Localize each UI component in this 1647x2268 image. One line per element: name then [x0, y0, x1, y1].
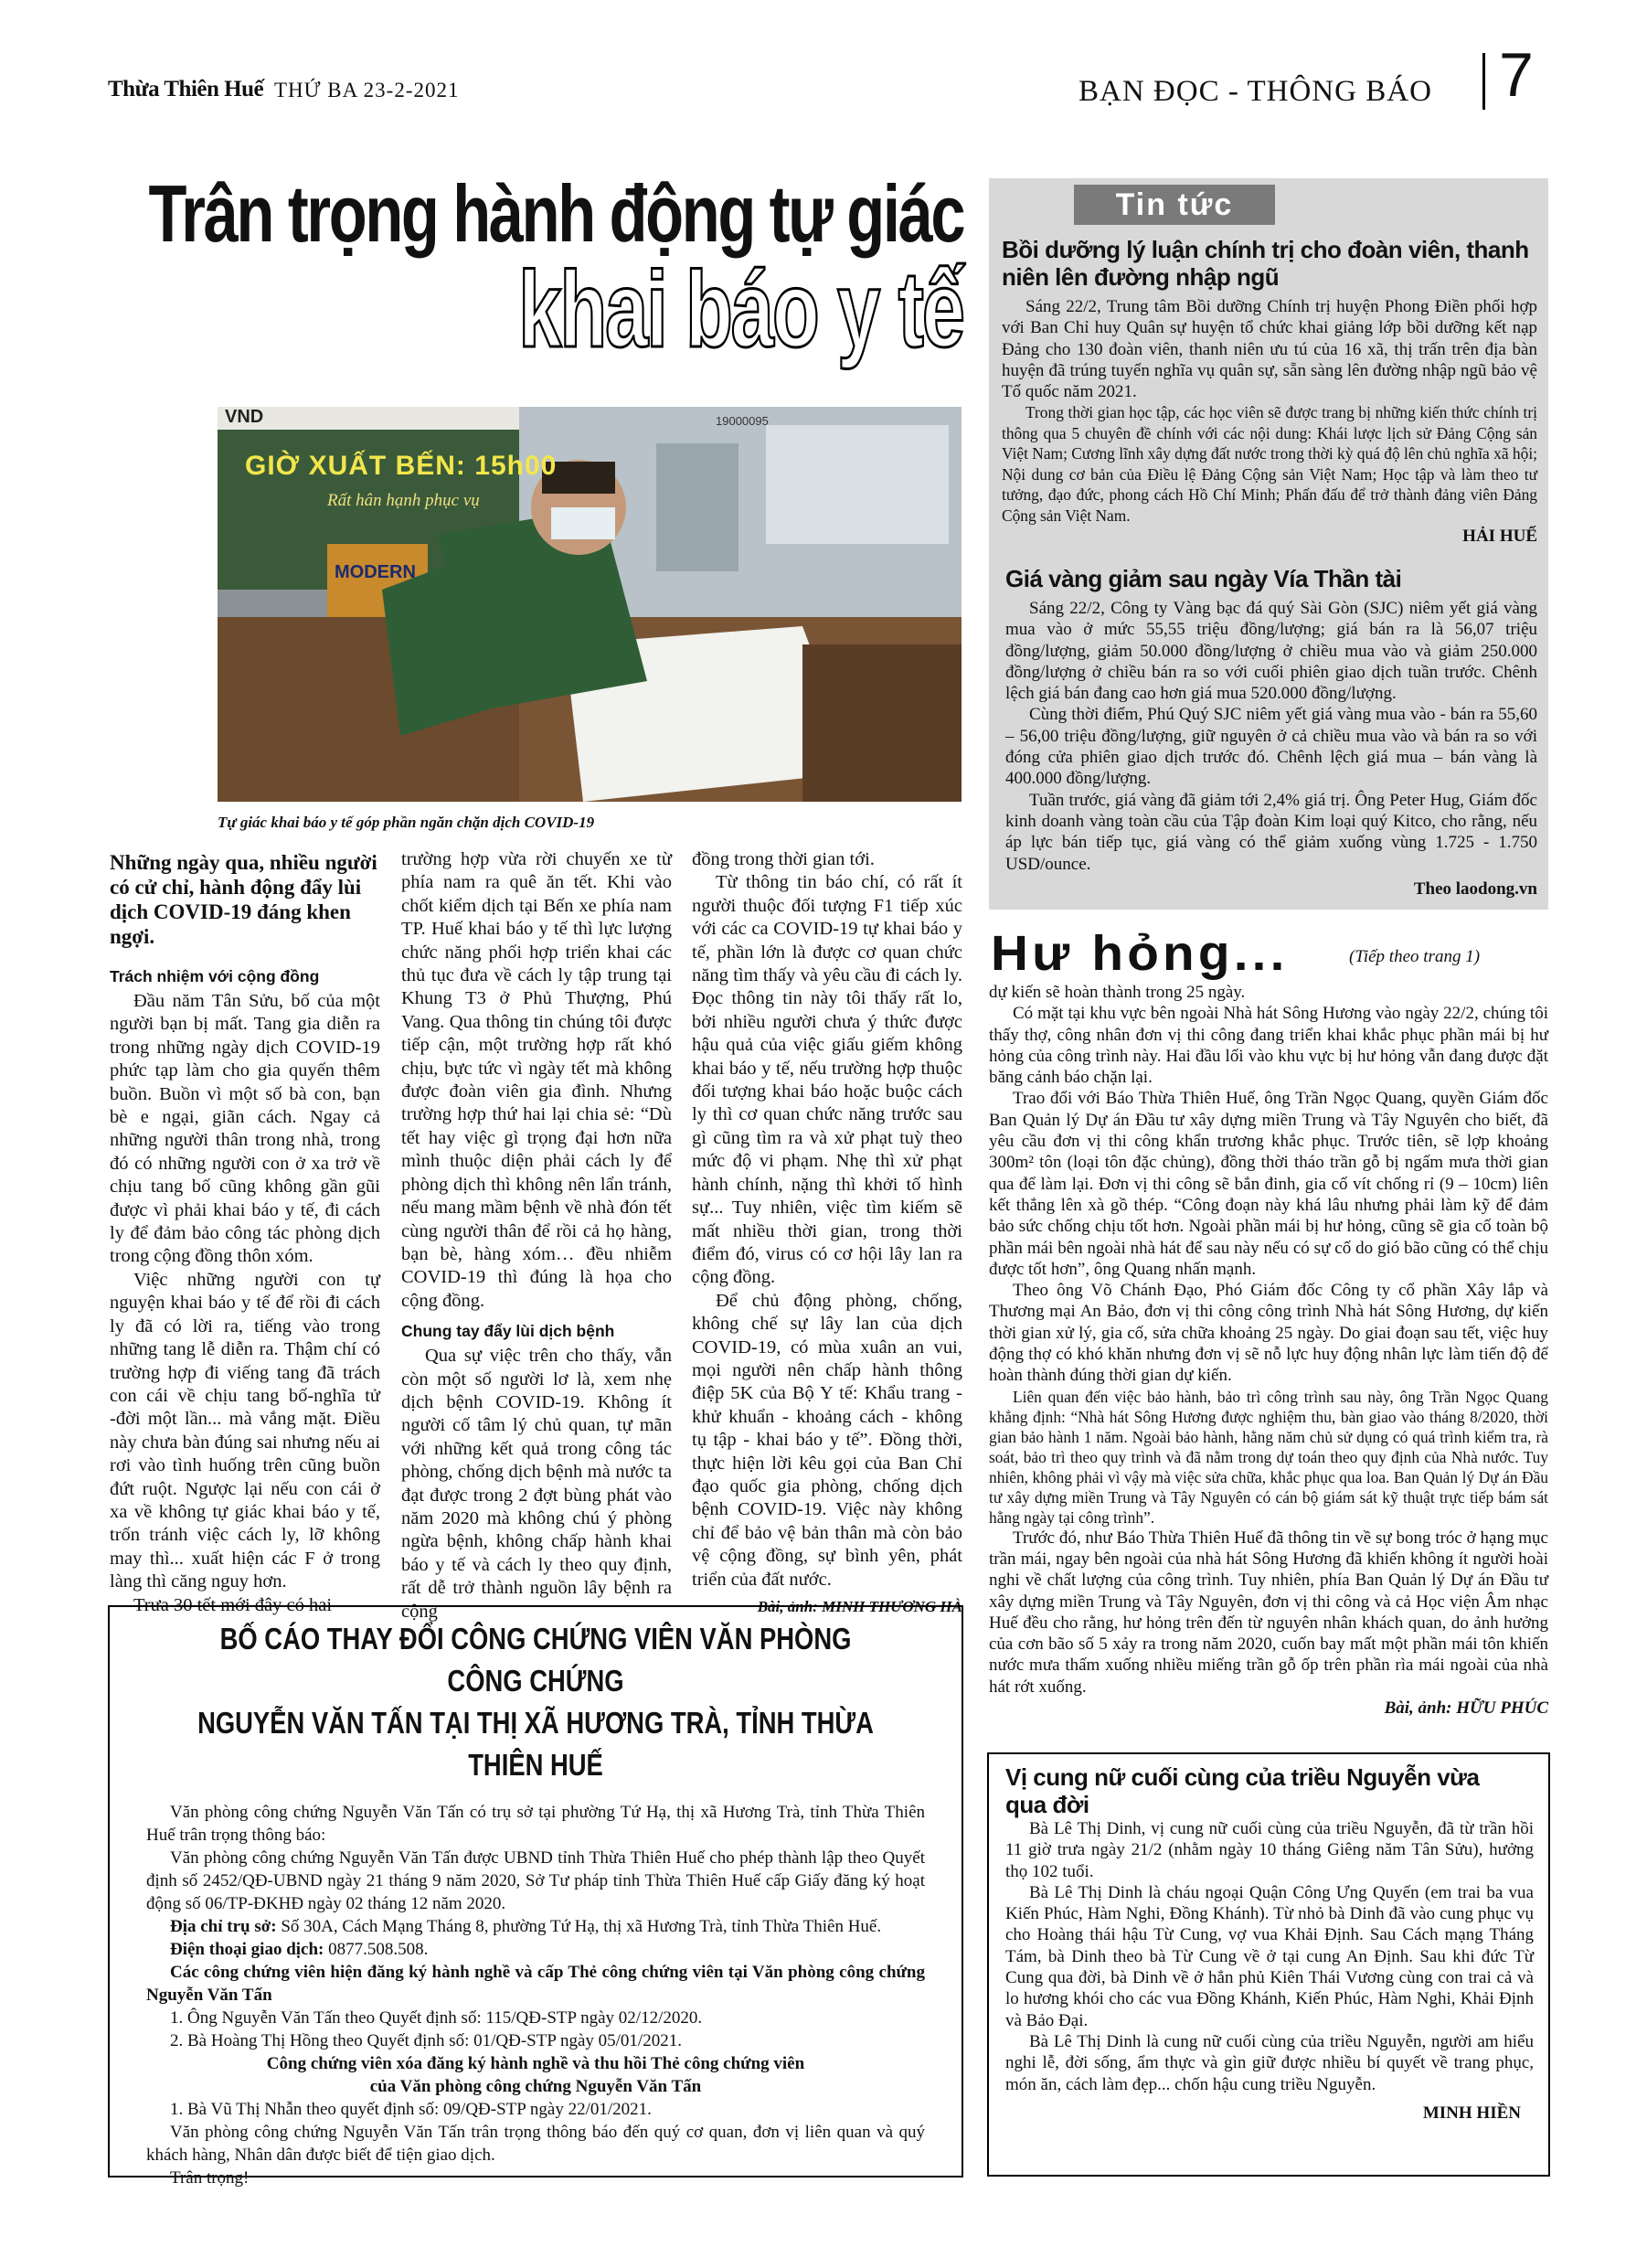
paragraph: đồng trong thời gian tới.: [692, 849, 875, 869]
article-lead: Những ngày qua, nhiều người có cử chỉ, hành động đẩy lùi dịch COVID-19 đáng khen ngợi.: [110, 851, 377, 948]
article-column-2: [401, 848, 672, 1624]
huhong-continued: (Tiếp theo trang 1): [1349, 947, 1481, 966]
paragraph: Từ thông tin báo chí, có rất ít người thuộc đối tượng F1 tiếp xúc với các ca COVID-19 tự khai báo y tế, phần lớn là được cơ quan chức năng tìm thấy và yêu cầu đi cách ly. Đọc thông tin này tôi thấy rất lo, bởi nhiều người chưa ý thức được hậu quả của việc giấu giếm không khai báo y tế, nếu trường hợp thuộc đối tượng khai báo hoặc buộc cách ly thì cơ quan chức năng trước sau gì cũng tìm ra và xử phạt tuỳ theo mức độ vi phạm. Nhẹ thì xử phạt hành chính, nặng thì khởi tố hình sự... Tuy nhiên, việc tìm kiếm sẽ mất nhiều thời gian, trong thời điểm đó, virus có cơ hội lây lan ra cộng đồng.: [692, 872, 962, 1288]
notice-list-item: 1. Ông Nguyễn Văn Tấn theo Quyết định số: 115/QĐ-STP ngày 02/12/2020.: [170, 2008, 703, 2028]
news-label: Tin tức: [1074, 185, 1275, 225]
paragraph: Trước đó, như Báo Thừa Thiên Huế đã thông tin về sự bong tróc ở hạng mục trần mái, ngay bên ngoài của nhà hát Sông Hương đã khiến không ít người hoài nghi về chất lượng của công trình. Tuy nhiên, phía Ban Quản lý Dự án Đầu tư xây dựng miền Trung và Tây Nguyên, đơn vị thi công và cả Học viện Âm nhạc Huế đều cho rằng, hư hỏng trên đến từ nguyên nhân khách quan, do ảnh hưởng của cơn bão số 5 xảy ra trong năm 2020, cuốn bay mất một phần mái tôn khiến nước mưa thấm xuống nhiều miếng trần gỗ ốp trên phần rìa mái ngoài của nhà hát rớt xuống.: [989, 1528, 1548, 1697]
newspaper-name: Thừa Thiên Huế: [108, 77, 264, 101]
news-byline-politics: HẢI HUẾ: [1462, 527, 1537, 547]
paragraph: Để chủ động phòng, chống, không chế sự lây lan của dịch COVID-19, có mùa xuân an vui, mọi người nên chấp hành thông điệp 5K của Bộ Y tế: Khẩu trang - khử khuẩn - khoảng cách - không tụ tập - khai báo y tế”. Đồng thời, thực hiện lời kêu gọi của Ban Chỉ đạo quốc gia phòng, chống dịch bệnh COVID-19. Việc này không chỉ để bảo vệ bản thân mà còn bảo vệ cộng đồng, sự bình yên, phát triển của đất nước.: [692, 1290, 962, 1590]
notice-paragraph: Văn phòng công chứng Nguyễn Văn Tấn trân trọng thông báo đến quý cơ quan, đơn vị liên quan và quý khách hàng, Nhân dân được biết để tiện giao dịch.: [146, 2123, 925, 2165]
paragraph: Sáng 22/2, Công ty Vàng bạc đá quý Sài Gòn (SJC) niêm yết giá vàng mua vào ở mức 55,55 triệu đồng/lượng; giá bán ra là 56,07 triệu đồng/lượng, giảm 50.000 đồng/lượng ở chiều mua vào và giảm 250.000 đồng/lượng ở chiều bán ra so với cuối phiên giao dịch tuần trước. Chênh lệch giá bán đang cao hơn giá mua 520.000 đồng/lượng.: [1005, 599, 1537, 704]
notice-closing: Trân trọng!: [170, 2168, 250, 2188]
headline-line2: khai báo y tế: [518, 250, 963, 370]
paragraph: Trưa 30 tết mới đây có hai: [133, 1594, 333, 1615]
section-title: BẠN ĐỌC - THÔNG BÁO: [1079, 75, 1432, 108]
photo-caption: Tự giác khai báo y tế góp phần ngăn chặn dịch COVID-19: [218, 814, 595, 831]
subheading-responsibility: Trách nhiệm với cộng đồng: [110, 967, 320, 985]
article-column-3: [692, 848, 962, 1618]
notary-notice: [108, 1605, 963, 2188]
address-label: Địa chỉ trụ sở:: [170, 1917, 277, 1936]
news-title-politics: Bồi dưỡng lý luận chính trị cho đoàn viên, thanh niên lên đường nhập ngũ: [1002, 236, 1529, 291]
notice-title-2: NGUYỄN VĂN TẤN TẠI THỊ XÃ HƯƠNG TRÀ, TỈNH THỪA THIÊN HUẾ: [197, 1706, 874, 1782]
huhong-body: [989, 982, 1548, 1719]
photo-box-text: MODERN: [335, 562, 416, 582]
phone-label: Điện thoại giao dịch:: [170, 1940, 324, 1959]
paragraph: Bà Lê Thị Dinh là cháu ngoại Quận Công Ưng Quyến (em trai ba vua Kiến Phúc, Hàm Nghi, Đồng Khánh). Từ nhỏ bà Dinh đã vào cung phục vụ cho Hoàng thái hậu Từ Cung, vợ vua Khải Định. Sau Cách mạng Tháng Tám, bà Dinh theo bà Từ Cung về ở tại cung An Định. Sau khi đức Từ Cung qua đời, bà Dinh về ở hẳn phủ Kiên Thái Vương cùng con trai cả và lo hương khói cho các vua Đồng Khánh, Kiến Phúc, Hàm Nghi, Khải Định và Bảo Đại.: [1005, 1882, 1534, 2030]
obituary-byline: MINH HIỀN: [1422, 2103, 1521, 2123]
photo-price-text: VND: [225, 407, 264, 427]
obituary-box: [987, 1752, 1550, 2177]
photo-phone-text: 19000095: [716, 414, 769, 428]
news-source-gold: Theo laodong.vn: [1413, 878, 1537, 899]
paragraph: Tuần trước, giá vàng đã giảm tới 2,4% giá trị. Ông Peter Hug, Giám đốc kinh doanh vàng toàn cầu của Tập đoàn Kim loại quý Kitco, cho rằng, nếu áp lực bán tiếp tục, giá vàng có thể giảm xuống vùng 1.725 - 1.750 USD/ounce.: [1005, 790, 1537, 874]
paragraph: Việc những người con tự nguyện khai báo y tế để rồi đi cách ly đã có lời ra, tiếng vào trong những tang lễ diễn ra. Thậm chí có trường hợp đi viếng tang đã trách con cái về chịu tang bố-nghĩa tử -đời một lần... mà vắng mặt. Điều này chưa bàn đúng sai nhưng nếu ai rơi vào tình huống trên cũng buồn đứt ruột. Ngược lại nếu con cái ở xa về không tự giác khai báo y tế, trốn tránh việc cách ly, lỡ không may thì... xuất hiện các F ở trong làng thì căng nguy hơn.: [110, 1269, 380, 1592]
notice-phone: [146, 1938, 925, 1961]
notice-list-title: Các công chứng viên hiện đăng ký hành nghề và cấp Thẻ công chứng viên tại Văn phòng công chứng Nguyễn Văn Tấn: [146, 1963, 925, 2005]
paragraph: Đầu năm Tân Sửu, bố của một người bạn bị mất. Tang gia diễn ra trong những ngày dịch COVID-19 phức tạp làm cho gia quyến thêm buồn. Buồn vì một số bà con, bạn bè e ngại, giãn cách. Ngay cả những người thân trong nhà, trong đó có những người con ở xa trở về chịu tang bố cũng không gần gũi được vì phải khai báo y tế, đi cách ly để đảm bảo công tác phòng dịch trong cộng đồng thôn xóm.: [110, 991, 380, 1267]
address-value: Số 30A, Cách Mạng Tháng 8, phường Tứ Hạ, thị xã Hương Trà, tỉnh Thừa Thiên Huế.: [276, 1917, 882, 1936]
news-item-gold: [1005, 565, 1537, 900]
huhong-byline: Bài, ảnh: HỮU PHÚC: [1384, 1698, 1548, 1719]
paragraph: Qua sự việc trên cho thấy, vẫn còn một số người lơ là, xem nhẹ dịch bệnh COVID-19. Không ít người cố tâm lý chủ quan, tự mãn với những kết quả trong công tác phòng, chống dịch bệnh mà nước ta đạt được trong 2 đợt bùng phát vào năm 2020 mà không chú ý phòng ngừa bệnh, không chấp hành khai báo y tế và cách ly theo quy định, rất dễ trở thành nguồn lây bệnh ra cộng: [401, 1346, 672, 1622]
page-number: 7: [1499, 40, 1534, 110]
obituary-title: Vị cung nữ cuối cùng của triều Nguyễn vừa qua đời: [1005, 1763, 1480, 1818]
paragraph: trường hợp vừa rời chuyến xe từ phía nam ra quê ăn tết. Khi vào chốt kiểm dịch tại Bến xe phía nam TP. Huế khai báo y tế thì lực lượng chức năng phối hợp triển khai các thủ tục đưa về cách ly tập trung tại Khung T3 ở Phủ Thượng, Phú Vang. Qua thông tin chúng tôi được tiếp cận, một trường hợp rất khó chịu, bực tức vì ngày tết mà không được đoàn viên gia đình. Nhưng trường hợp thứ hai lại chia sẻ: “Dù tết hay việc gì trọng đại hơn nữa mình thuộc diện phải cách ly để phòng dịch thì không nên lẩn tránh, nếu mang mầm bệnh về nhà đón tết cùng người thân để rồi cả họ hàng, bạn bè, hàng xóm… đều nhiễm COVID-19 thì đúng là họa cho cộng đồng.: [401, 849, 672, 1311]
paragraph: Cùng thời điểm, Phú Quý SJC niêm yết giá vàng mua vào - bán ra 55,60 – 56,00 triệu đồng/lượng, giữ nguyên ở cả chiều mua vào và bán ra so với đóng cửa phiên giao dịch trước đó. Chênh lệch giá mua – bán vàng là 400.000 đồng/lượng.: [1005, 705, 1537, 789]
notice-paragraph: Văn phòng công chứng Nguyễn Văn Tấn có trụ sở tại phường Tứ Hạ, thị xã Hương Trà, tỉnh Thừa Thiên Huế trân trọng thông báo:: [146, 1803, 925, 1845]
news-title-gold: Giá vàng giảm sau ngày Vía Thần tài: [1005, 565, 1402, 592]
headline-line1: Trân trọng hành động tự giác: [148, 168, 963, 259]
article-photo: [218, 407, 962, 802]
paragraph: Theo ông Võ Chánh Đạo, Phó Giám đốc Công ty cổ phần Xây lắp và Thương mại An Bảo, đơn vị thi công công trình Nhà hát Sông Hương, dự kiến thời gian xử lý, gia cố, sửa chữa khoảng 25 ngày. Do giai đoạn sau tết, việc huy động thợ có khó khăn nhưng đơn vị sẽ nỗ lực huy động nhân lực làm tiến độ để hoàn thành đúng thời gian dự kiến.: [989, 1281, 1548, 1386]
paragraph: Trao đổi với Báo Thừa Thiên Huế, ông Trần Ngọc Quang, quyền Giám đốc Ban Quản lý Dự án Đầu tư xây dựng miền Trung và Tây Nguyên cho biết, đã yêu cầu đơn vị thi công khẩn trương khắc phục. Trước tiên, sẽ lợp khoảng 300m² tôn (loại tôn đặc chủng), đồng thời tháo trần gỗ bị ngấm mưa thời gian qua để làm lại. Đơn vị thi công sẽ bắn đinh, gia cố vít chống rỉ (9 – 10cm) liên kết thẳng lên xà gồ thép. “Công đoạn này khá lâu nhưng phải làm kỹ để đảm bảo sức chống chịu tốt hơn. Ngoài phần mái bị hư hỏng, cũng sẽ gia cố toàn bộ phần mái bên ngoài nhà hát để sau này nếu có sự cố do gió bão cũng có thể chịu được tốt hơn”, ông Quang nhấn mạnh.: [989, 1089, 1548, 1279]
paragraph: Bà Lê Thị Dinh là cung nữ cuối cùng của triều Nguyễn, người am hiểu nghi lễ, đời sống, ẩm thực và gìn giữ được nhiều bí quyết về trang phục, món ăn, cách làm đẹp... chốn hậu cung triều Nguyễn.: [1005, 2031, 1534, 2094]
notice-paragraph: Văn phòng công chứng Nguyễn Văn Tấn được UBND tỉnh Thừa Thiên Huế cho phép thành lập theo Quyết định số 2452/QĐ-UBND ngày 21 tháng 9 năm 2020, Sở Tư pháp tỉnh Thừa Thiên Huế cấp Giấy đăng ký hoạt động số 06/TP-ĐKHĐ ngày 02 tháng 12 năm 2020.: [146, 1848, 925, 1913]
notice-list-item: 1. Bà Vũ Thị Nhẫn theo quyết định số: 09/QĐ-STP ngày 22/01/2021.: [170, 2100, 652, 2119]
article-column-1: [110, 850, 380, 1617]
issue-date: THỨ BA 23-2-2021: [274, 79, 460, 101]
photo-sign-text: GIỜ XUẤT BẾN: 15h00: [245, 451, 558, 481]
header-divider: [1482, 53, 1485, 110]
article-byline: Bài, ảnh: MINH THƯƠNG HÀ: [757, 1598, 962, 1615]
notice-remove-title: của Văn phòng công chứng Nguyễn Văn Tấn: [369, 2077, 702, 2096]
news-item-politics: [1002, 236, 1537, 548]
subheading-join-hands: Chung tay đẩy lùi dịch bệnh: [401, 1322, 615, 1341]
paragraph: dự kiến sẽ hoàn thành trong 25 ngày.: [989, 983, 1246, 1002]
paragraph: Trong thời gian học tập, các học viên sẽ được trang bị những kiến thức chính trị thông qua 5 chuyên đề chính với các nội dung: Khái lược lịch sử Đảng Cộng sản Việt Nam; Cương lĩnh xây dựng đất nước trong thời kỳ quá độ lên chủ nghĩa xã hội; Nội dung cơ bản của Điều lệ Đảng Cộng sản Việt Nam; Học tập và làm theo tư tưởng, đạo đức, phong cách Hồ Chí Minh; Phấn đấu để trở thành đảng viên Đảng Cộng sản Việt Nam.: [1002, 403, 1537, 525]
notice-list-item: 2. Bà Hoàng Thị Hồng theo Quyết định số: 01/QĐ-STP ngày 05/01/2021.: [170, 2031, 682, 2050]
huhong-title: Hư hỏng...: [991, 926, 1289, 981]
paragraph: Liên quan đến việc bảo hành, bảo trì công trình sau này, ông Trần Ngọc Quang khẳng định: “Nhà hát Sông Hương được nghiệm thu, bàn giao vào tháng 8/2020, thời gian bảo hành 1 năm. Ngoài bảo hành, hằng năm chủ sử dụng có quá trình kiểm tra, rà soát, bảo trì theo quy trình và đã nằm trong dự toán theo quy định của Nhà nước. Tuy nhiên, không phải vì vậy mà việc sửa chữa, khắc phục qua loa. Ban Quản lý Dự án Đầu tư xây dựng miền Trung và Tây Nguyên có cán bộ giám sát kỹ thuật trực tiếp bám sát hằng ngày tại công trình”.: [989, 1387, 1548, 1527]
notice-remove-title: Công chứng viên xóa đăng ký hành nghề và thu hồi Thẻ công chứng viên: [266, 2054, 805, 2073]
paragraph: Sáng 22/2, Trung tâm Bồi dưỡng Chính trị huyện Phong Điền phối hợp với Ban Chỉ huy Quân sự huyện tổ chức khai giảng lớp bồi dưỡng kết nạp Đảng cho 130 đoàn viên, thanh niên ưu tú của 16 xã, thị trấn trên địa bàn huyện đã trúng tuyển nghĩa vụ quân sự, sẵn sàng lên đường nhập ngũ bảo vệ Tổ quốc năm 2021.: [1002, 297, 1537, 402]
paragraph: Bà Lê Thị Dinh, vị cung nữ cuối cùng của triều Nguyễn, đã từ trần hồi 11 giờ trưa ngày 21/2 (nhằm ngày 10 tháng Giêng năm Tân Sửu), hưởng thọ 102 tuổi.: [1005, 1819, 1534, 1881]
paragraph: Có mặt tại khu vực bên ngoài Nhà hát Sông Hương vào ngày 22/2, chúng tôi thấy thợ, công nhân đơn vị thi công đang triển khai khắc phục phần mái bị hư hỏng của công trình này. Hai đầu lối vào khu vực bị hư hỏng vẫn đang được đặt băng cảnh báo chặn lại.: [989, 1004, 1548, 1088]
photo-subsign-text: Rất hân hạnh phục vụ: [327, 491, 480, 510]
notice-title-1: BỐ CÁO THAY ĐỔI CÔNG CHỨNG VIÊN VĂN PHÒNG CÔNG CHỨNG: [219, 1622, 852, 1698]
notice-address: [146, 1915, 925, 1938]
phone-value: 0877.508.508.: [324, 1940, 429, 1959]
